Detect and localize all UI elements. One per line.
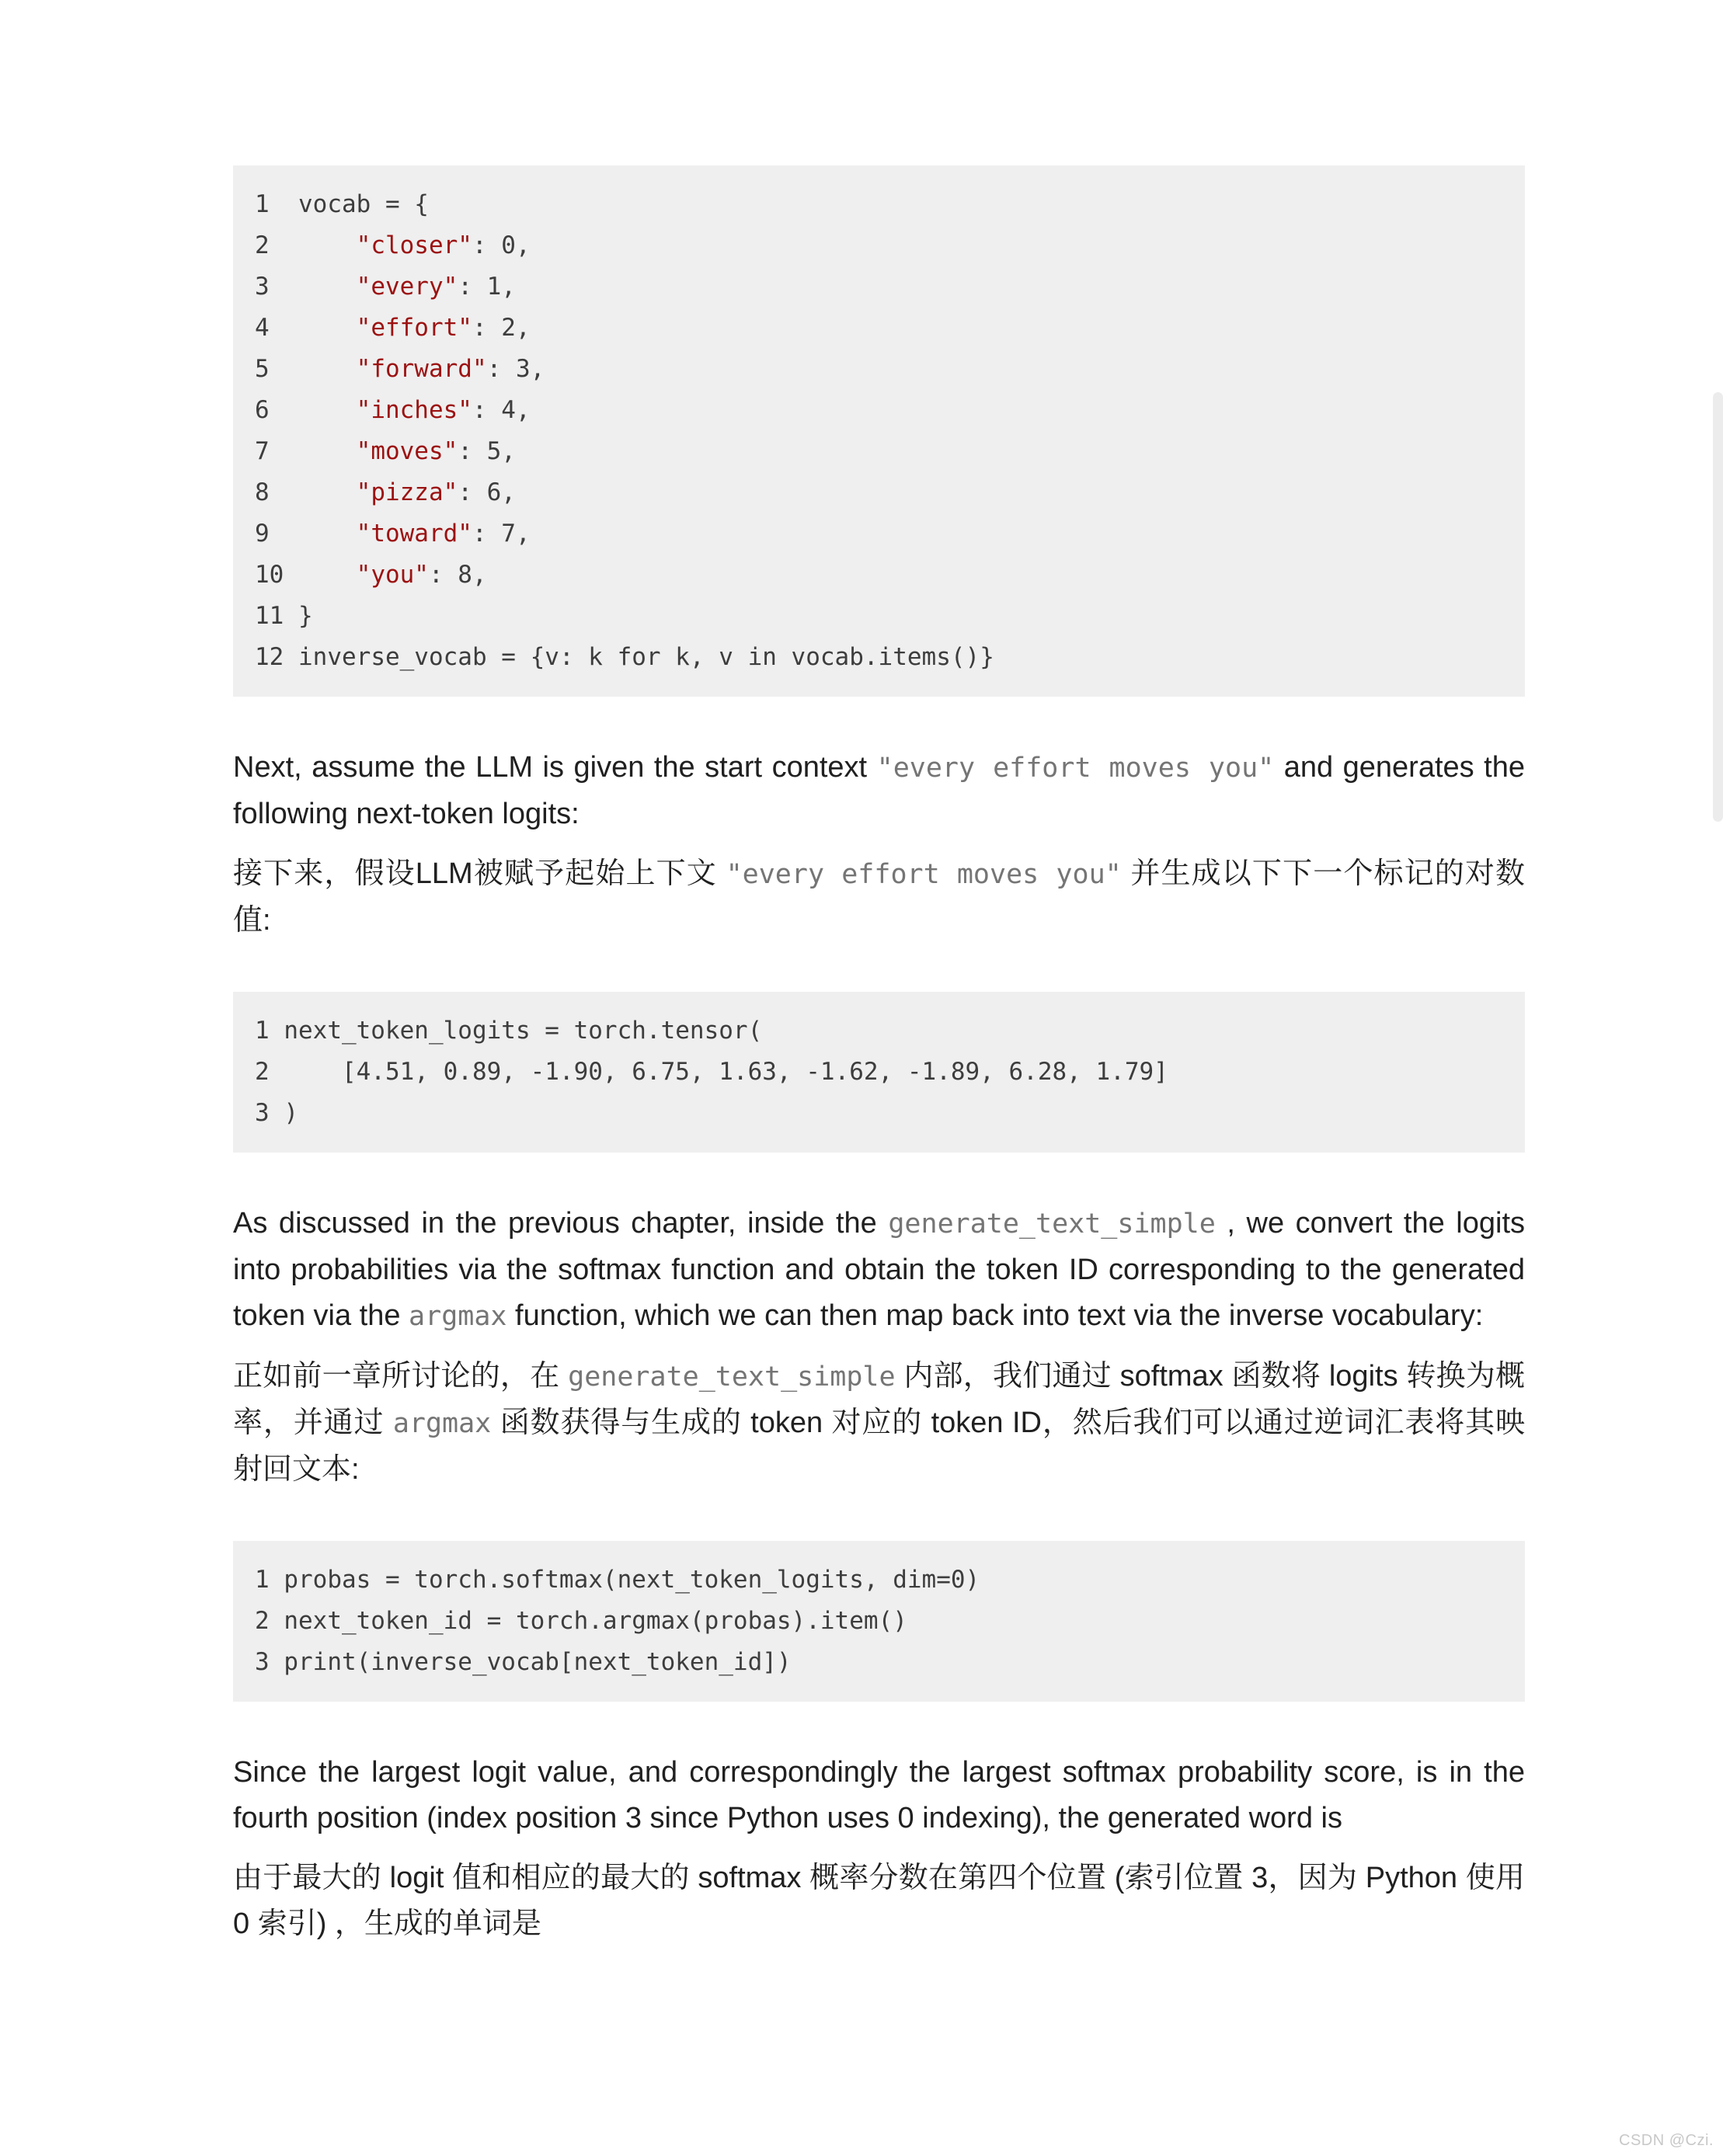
line-number: 2 (255, 1607, 284, 1635)
paragraph-en-generate-text-simple (233, 1201, 1525, 1340)
code-text-token (298, 437, 357, 465)
inline-code: argmax (409, 1301, 507, 1332)
code-line (255, 472, 1503, 513)
code-line (255, 1601, 1503, 1642)
code-block-softmax-argmax (233, 1541, 1525, 1702)
code-line (255, 266, 1503, 308)
code-text-token: next_token_id = torch.argmax(probas).item() (284, 1607, 907, 1635)
text-run: 正如前一章所讨论的，在 (233, 1360, 569, 1393)
code-text-token (298, 520, 357, 548)
text-run: 并生成以下下一个标记的对数值: (233, 857, 1525, 937)
line-number: 10 (255, 561, 298, 589)
text-run: Next, assume the LLM is given the start context (233, 751, 877, 784)
paragraph-zh-start-context (233, 851, 1525, 944)
code-text-token: : 1, (458, 273, 516, 301)
text-run: , we convert the logits into probabilities via the softmax function and obtain the token ID corresponding to the generated token via the (233, 1207, 1525, 1332)
code-line (255, 637, 1503, 678)
code-string-token: "inches" (356, 396, 472, 424)
line-number: 6 (255, 396, 298, 424)
line-number: 7 (255, 437, 298, 465)
line-number: 4 (255, 314, 298, 342)
code-line (255, 1052, 1503, 1093)
text-run: 函数获得与生成的 token 对应的 token ID，然后我们可以通过逆词汇表将其映射回文本: (233, 1407, 1526, 1486)
line-number: 8 (255, 478, 298, 506)
inline-code: generate_text_simple (568, 1361, 896, 1393)
code-line (255, 431, 1503, 472)
code-text-token (298, 396, 357, 424)
code-text-token: : 4, (472, 396, 531, 424)
text-run: As discussed in the previous chapter, inside the (233, 1207, 889, 1240)
code-line (255, 1642, 1503, 1683)
code-text-token: [4.51, 0.89, -1.90, 6.75, 1.63, -1.62, -1.89, 6.28, 1.79] (284, 1058, 1168, 1086)
paragraph-en-largest-logit (233, 1750, 1525, 1841)
inline-code: argmax (392, 1408, 492, 1439)
code-text-token: ) (284, 1099, 298, 1127)
code-string-token: "pizza" (356, 478, 458, 506)
text-run: function, which we can then map back into text via the inverse vocabulary: (506, 1299, 1484, 1332)
line-number: 2 (255, 1058, 284, 1086)
code-line (255, 1093, 1503, 1134)
code-string-token: "you" (356, 561, 429, 589)
code-line (255, 555, 1503, 596)
code-line (255, 308, 1503, 349)
code-text-token: : 2, (472, 314, 531, 342)
article-content (233, 165, 1525, 1947)
code-text-token (298, 355, 357, 383)
line-number: 2 (255, 231, 298, 259)
code-text-token: : 3, (486, 355, 545, 383)
code-text-token (298, 561, 357, 589)
code-text-token: next_token_logits = torch.tensor( (284, 1017, 763, 1045)
line-number: 1 (255, 190, 298, 218)
code-line (255, 184, 1503, 225)
code-text-token: probas = torch.softmax(next_token_logits, dim=0) (284, 1566, 980, 1594)
code-text-token: : 5, (458, 437, 516, 465)
code-string-token: "forward" (356, 355, 487, 383)
text-run: and generates the following next-token logits: (233, 751, 1525, 830)
paragraph-zh-generate-text-simple (233, 1354, 1525, 1493)
line-number: 1 (255, 1017, 284, 1045)
paragraph-zh-largest-logit (233, 1855, 1525, 1947)
code-text-token: print(inverse_vocab[next_token_id]) (284, 1648, 792, 1676)
text-run: 接下来，假设LLM被赋予起始上下文 (233, 857, 726, 890)
text-run: Since the largest logit value, and correspondingly the largest softmax probability score, is in the fourth position (index position 3 since Python uses 0 indexing), the generated word is (233, 1756, 1525, 1834)
code-string-token: "toward" (356, 520, 472, 548)
code-block-vocab (233, 165, 1525, 697)
code-line (255, 596, 1503, 637)
line-number: 3 (255, 273, 298, 301)
line-number: 9 (255, 520, 298, 548)
code-text-token: : 6, (458, 478, 516, 506)
code-text-token (298, 478, 357, 506)
csdn-watermark: CSDN @Czi. (1619, 2132, 1714, 2149)
code-text-token: : 8, (428, 561, 487, 589)
inline-code: generate_text_simple (888, 1208, 1216, 1240)
code-line (255, 225, 1503, 266)
code-line (255, 349, 1503, 390)
code-text-token (298, 231, 357, 259)
code-block-next-token-logits (233, 992, 1525, 1153)
code-line (255, 1560, 1503, 1601)
line-number: 3 (255, 1099, 284, 1127)
code-text-token: vocab = { (298, 190, 429, 218)
code-text-token: : 0, (472, 231, 531, 259)
code-string-token: "every" (356, 273, 458, 301)
code-text-token: } (298, 602, 313, 630)
code-text-token (298, 314, 357, 342)
code-text-token: inverse_vocab = {v: k for k, v in vocab.items()} (298, 643, 994, 671)
code-text-token: : 7, (472, 520, 531, 548)
code-string-token: "effort" (356, 314, 472, 342)
scrollbar-thumb[interactable] (1713, 392, 1723, 822)
paragraph-en-start-context (233, 745, 1525, 837)
code-text-token (298, 273, 357, 301)
code-line (255, 513, 1503, 555)
text-run: 由于最大的 logit 值和相应的最大的 softmax 概率分数在第四个位置 (索引位置 3，因为 Python 使用 0 索引) ，生成的单词是 (233, 1862, 1525, 1940)
text-run: 内部，我们通过 softmax 函数将 logits 转换为概率，并通过 (233, 1360, 1525, 1439)
code-string-token: "moves" (356, 437, 458, 465)
line-number: 3 (255, 1648, 284, 1676)
code-line (255, 390, 1503, 431)
inline-code: "every effort moves you" (726, 859, 1122, 890)
code-line (255, 1010, 1503, 1052)
line-number: 12 (255, 643, 298, 671)
line-number: 11 (255, 602, 298, 630)
code-string-token: "closer" (356, 231, 472, 259)
line-number: 5 (255, 355, 298, 383)
inline-code: "every effort moves you" (876, 753, 1275, 784)
line-number: 1 (255, 1566, 284, 1594)
